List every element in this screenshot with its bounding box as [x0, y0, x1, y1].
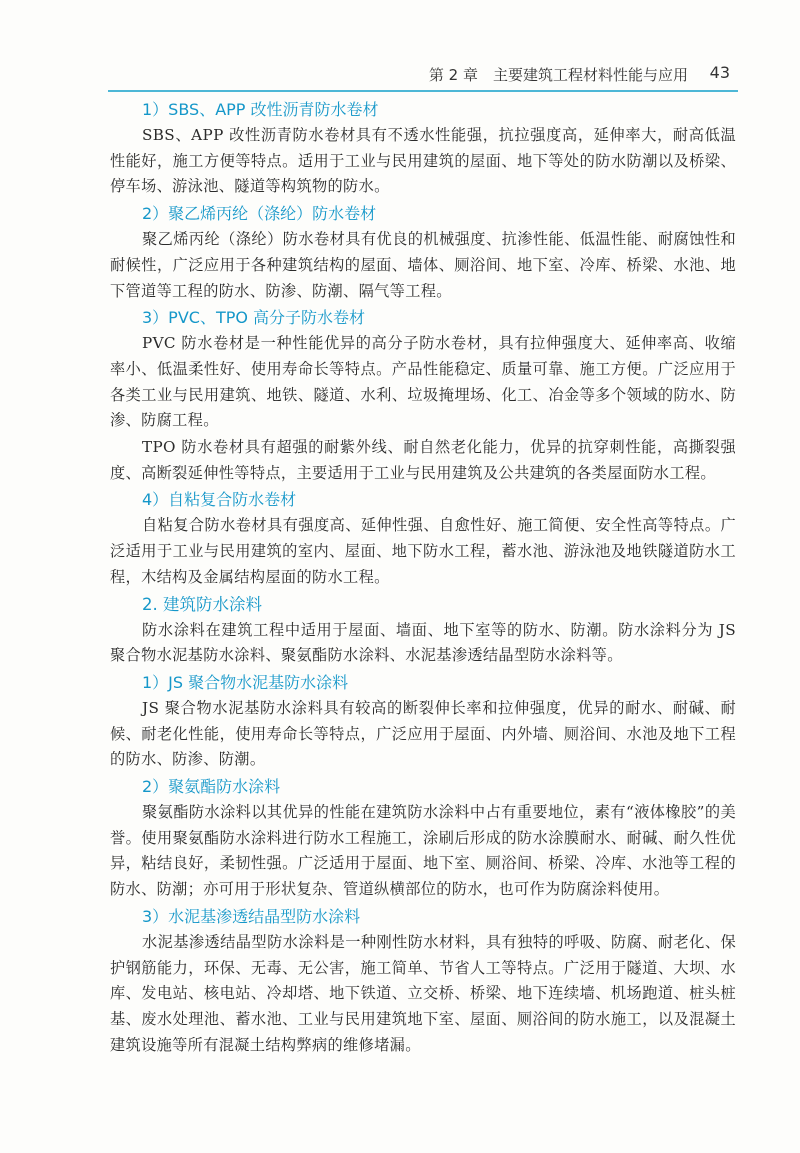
paragraph: 聚氨酯防水涂料以其优异的性能在建筑防水涂料中占有重要地位，素有“液体橡胶”的美誉。使用聚氨酯防水涂料进行防水工程施工，涂刷后形成的防水涂膜耐水、耐碱、耐久性优异，粘结良好，柔韧性强。广泛适用于屋面、地下室、厕浴间、桥梁、冷库、水池等工程的防水、防潮；亦可用于形状复杂、管道纵横部位的防水，也可作为防腐涂料使用。	[110, 803, 736, 899]
section-heading: 2. 建筑防水涂料	[142, 594, 262, 614]
running-header	[0, 58, 800, 88]
paragraph: 自粘复合防水卷材具有强度高、延伸性强、自愈性好、施工简便、安全性高等特点。广泛适用于工业与民用建筑的室内、屋面、地下防水工程，蓄水池、游泳池及地铁隧道防水工程，木结构及金属结构屋面的防水工程。	[110, 516, 736, 586]
body-content	[110, 97, 736, 1059]
subsection-heading: 1）SBS、APP 改性沥青防水卷材	[142, 100, 379, 119]
subsection-heading: 1）JS 聚合物水泥基防水涂料	[142, 672, 349, 692]
page-number: 43	[709, 63, 730, 82]
subsection-heading: 3）水泥基渗透结晶型防水涂料	[142, 906, 361, 926]
paragraph: PVC 防水卷材是一种性能优异的高分子防水卷材，具有拉伸强度大、延伸率高、收缩率小、低温柔性好、使用寿命长等特点。产品性能稳定、质量可靠、施工方便。广泛应用于各类工业与民用建筑、地铁、隧道、水利、垃圾掩埋场、化工、冶金等多个领域的防水、防渗、防腐工程。	[110, 334, 736, 430]
subsection-heading: 4）自粘复合防水卷材	[142, 490, 297, 510]
paragraph: SBS、APP 改性沥青防水卷材具有不透水性能强，抗拉强度高，延伸率大，耐高低温性能好，施工方便等特点。适用于工业与民用建筑的屋面、地下等处的防水防潮以及桥梁、停车场、游泳池、隧道等构筑物的防水。	[110, 126, 736, 196]
subsection-heading: 2）聚氨酯防水涂料	[142, 777, 281, 797]
paragraph: JS 聚合物水泥基防水涂料具有较高的断裂伸长率和拉伸强度，优异的耐水、耐碱、耐候、耐老化性能，使用寿命长等特点，广泛应用于屋面、内外墙、厕浴间、水池及地下工程的防水、防渗、防潮。	[110, 698, 736, 769]
paragraph: TPO 防水卷材具有超强的耐紫外线、耐自然老化能力，优异的抗穿刺性能，高撕裂强度、高断裂延伸性等特点，主要适用于工业与民用建筑及公共建筑的各类屋面防水工程。	[110, 438, 736, 482]
subsection-heading: 2）聚乙烯丙纶（涤纶）防水卷材	[142, 204, 377, 224]
paragraph: 聚乙烯丙纶（涤纶）防水卷材具有优良的机械强度、抗渗性能、低温性能、耐腐蚀性和耐候性，广泛应用于各种建筑结构的屋面、墙体、厕浴间、地下室、冷库、桥梁、水池、地下管道等工程的防水、防渗、防潮、隔气等工程。	[110, 230, 736, 300]
chapter-title: 第 2 章 主要建筑工程材料性能与应用	[428, 66, 688, 84]
paragraph: 水泥基渗透结晶型防水涂料是一种刚性防水材料，具有独特的呼吸、防腐、耐老化、保护钢筋能力，环保、无毒、无公害，施工简单、节省人工等特点。广泛用于隧道、大坝、水库、发电站、核电站、冷却塔、地下铁道、立交桥、桥梁、地下连续墙、机场跑道、桩头桩基、废水处理池、蓄水池、工业与民用建筑地下室、屋面、厕浴间的防水施工，以及混凝土建筑设施等所有混凝土结构弊病的维修堵漏。	[110, 932, 736, 1054]
paragraph: 防水涂料在建筑工程中适用于屋面、墙面、地下室等的防水、防潮。防水涂料分为 JS 聚合物水泥基防水涂料、聚氨酯防水涂料、水泥基渗透结晶型防水涂料等。	[110, 620, 736, 665]
header-rule	[108, 90, 738, 92]
subsection-heading: 3）PVC、TPO 高分子防水卷材	[142, 308, 366, 328]
